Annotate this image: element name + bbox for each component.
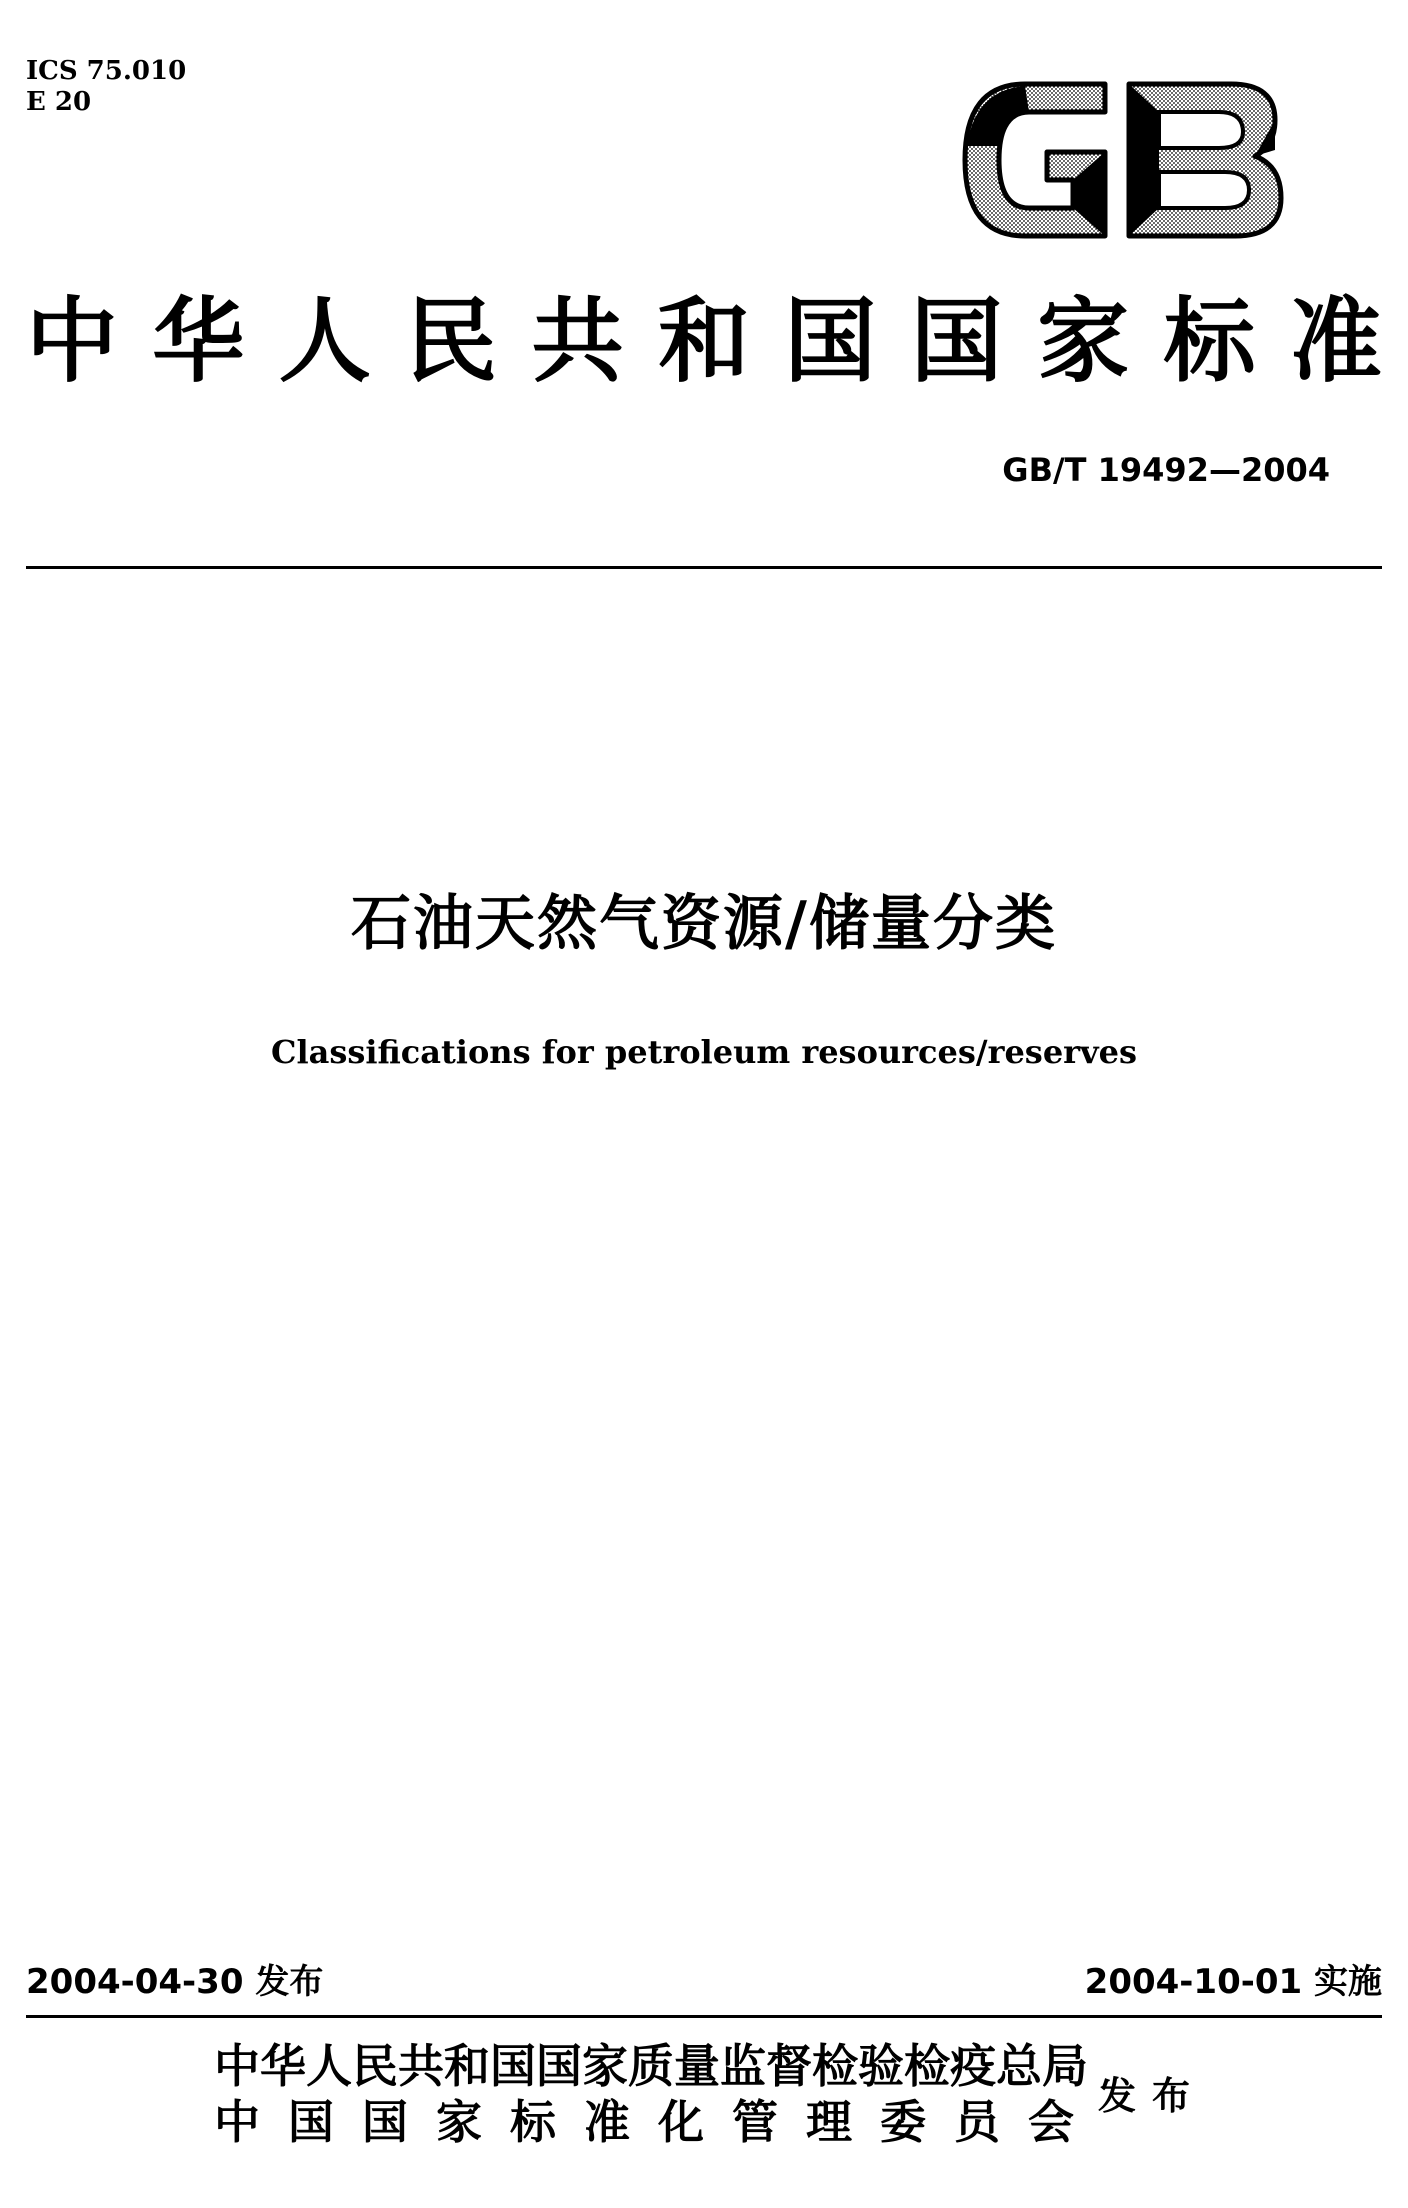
issuer-char: 家 [582, 2039, 628, 2093]
issuer-char: 民 [352, 2039, 398, 2093]
national-title-char: 准 [1289, 288, 1382, 395]
national-title-char: 家 [1037, 288, 1130, 395]
issuer-char: 督 [766, 2039, 812, 2093]
gb-logo [955, 76, 1289, 244]
national-title-char: 华 [152, 288, 245, 395]
issuer-char: 检 [812, 2039, 858, 2093]
national-title-char: 中 [26, 288, 119, 395]
issuer-char: 总 [996, 2039, 1042, 2093]
document-title-chinese: 石油天然气资源/储量分类 [351, 889, 1057, 959]
national-title-char: 标 [1163, 288, 1256, 395]
logo-letter-b [1129, 84, 1281, 236]
issuer-char: 共 [398, 2039, 444, 2093]
classification-codes [26, 56, 186, 118]
issuer-char: 量 [674, 2039, 720, 2093]
national-title-char: 国 [784, 288, 877, 395]
issuing-authorities [214, 2038, 1088, 2150]
issuer-char: 局 [1042, 2039, 1088, 2093]
issuer-char: 中 [214, 2095, 260, 2149]
issuer-char: 理 [806, 2095, 852, 2149]
document-title-english: Classifications for petroleum resources/reserves [270, 1033, 1137, 1071]
national-title-char: 民 [405, 288, 498, 395]
issuer-char: 中 [214, 2039, 260, 2093]
issue-label [1098, 2072, 1190, 2120]
issuer-char: 和 [444, 2039, 490, 2093]
issuer-line-1 [214, 2038, 1088, 2094]
issuer-char: 标 [510, 2095, 556, 2149]
issue-label-char: 发 [1098, 2074, 1137, 2118]
issuer-char: 化 [658, 2095, 704, 2149]
issuer-char: 国 [490, 2039, 536, 2093]
issuer-char: 国 [536, 2039, 582, 2093]
implementation-date: 2004-10-01 实施 [1084, 1962, 1382, 2002]
ics-code: ICS 75.010 [26, 56, 187, 86]
issue-label-char: 布 [1151, 2074, 1190, 2118]
issuer-char: 监 [720, 2039, 766, 2093]
national-standard-title [26, 288, 1382, 395]
issuer-char: 国 [362, 2095, 408, 2149]
issuer-char: 员 [954, 2095, 1000, 2149]
standard-number: GB/T 19492—2004 [1002, 451, 1330, 489]
issuer-char: 检 [904, 2039, 950, 2093]
issuer-char: 疫 [950, 2039, 996, 2093]
issuer-char: 质 [628, 2039, 674, 2093]
national-title-char: 和 [657, 288, 750, 395]
issuer-char: 家 [436, 2095, 482, 2149]
national-title-char: 共 [531, 288, 624, 395]
issuer-char: 人 [306, 2039, 352, 2093]
logo-letter-g [965, 84, 1105, 236]
issue-date: 2004-04-30 发布 [26, 1962, 324, 2002]
footer-divider [26, 2015, 1382, 2018]
issuer-char: 会 [1028, 2095, 1074, 2149]
ccs-code: E 20 [26, 87, 92, 117]
issuer-line-2 [214, 2094, 1074, 2150]
issuer-char: 国 [288, 2095, 334, 2149]
header-divider [26, 566, 1382, 569]
issuer-char: 华 [260, 2039, 306, 2093]
issuer-char: 准 [584, 2095, 630, 2149]
national-title-char: 国 [910, 288, 1003, 395]
issuer-char: 委 [880, 2095, 926, 2149]
national-title-char: 人 [278, 288, 371, 395]
issuer-char: 管 [732, 2095, 778, 2149]
issuer-char: 验 [858, 2039, 904, 2093]
